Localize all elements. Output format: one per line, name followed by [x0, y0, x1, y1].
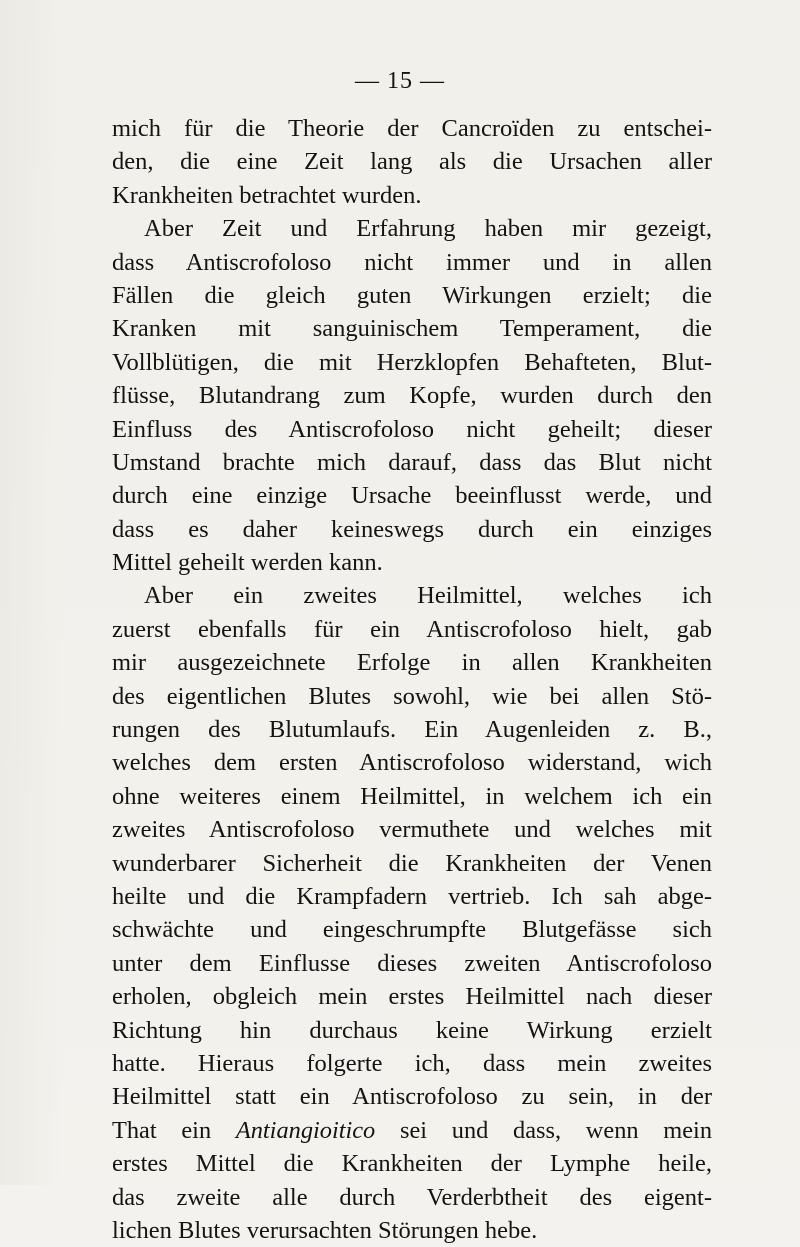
- text-line: erstes Mittel die Krankheiten der Lymphe heile,: [112, 1150, 712, 1178]
- text-line: Umstand brachte mich darauf, dass das Blut nicht: [112, 448, 712, 476]
- text-line: flüsse, Blutandrang zum Kopfe, wurden durch den: [112, 382, 712, 410]
- text-line: [112, 1114, 712, 1147]
- text-line: Vollblütigen, die mit Herzklopfen Behafteten, Blut-: [112, 348, 712, 376]
- text-line: durch eine einzige Ursache beeinflusst werde, und: [112, 482, 712, 510]
- text-line: welches dem ersten Antiscrofoloso widerstand, wich: [112, 749, 712, 777]
- text-line: Aber ein zweites Heilmittel, welches ich: [144, 582, 712, 610]
- text-line: das zweite alle durch Verderbtheit des eigent-: [112, 1183, 712, 1211]
- text-line: mir ausgezeichnete Erfolge in allen Krankheiten: [112, 649, 712, 677]
- text-line: dass Antiscrofoloso nicht immer und in allen: [112, 248, 712, 276]
- text-line: erholen, obgleich mein erstes Heilmittel nach dieser: [112, 983, 712, 1011]
- text-line: wunderbarer Sicherheit die Krankheiten der Venen: [112, 849, 712, 877]
- text-line: Krankheiten betrachtet wurden.: [112, 181, 422, 209]
- text-line: Richtung hin durchaus keine Wirkung erzielt: [112, 1016, 712, 1044]
- page-number: — 15 —: [355, 68, 445, 94]
- text-line: zuerst ebenfalls für ein Antiscrofoloso hielt, gab: [112, 615, 712, 643]
- text-line: rungen des Blutumlaufs. Ein Augenleiden z. B.,: [112, 716, 712, 744]
- text-segment: That ein: [112, 1116, 236, 1144]
- text-line: Einfluss des Antiscrofoloso nicht geheilt; dieser: [112, 415, 712, 443]
- text-line: unter dem Einflusse dieses zweiten Antiscrofoloso: [112, 949, 712, 977]
- text-line: lichen Blutes verursachten Störungen hebe.: [112, 1216, 538, 1244]
- text-line: dass es daher keineswegs durch ein einziges: [112, 515, 712, 543]
- text-line: ohne weiteres einem Heilmittel, in welchem ich ein: [112, 782, 712, 810]
- text-line: hatte. Hieraus folgerte ich, dass mein zweites: [112, 1049, 712, 1077]
- text-line: des eigentlichen Blutes sowohl, wie bei allen Stö-: [112, 682, 712, 710]
- text-line: schwächte und eingeschrumpfte Blutgefässe sich: [112, 916, 712, 944]
- text-line: Heilmittel statt ein Antiscrofoloso zu sein, in der: [112, 1083, 712, 1111]
- italic-term: Antiangioitico: [235, 1116, 376, 1144]
- text-line: den, die eine Zeit lang als die Ursachen aller: [112, 148, 712, 176]
- text-line: zweites Antiscrofoloso vermuthete und welches mit: [112, 816, 712, 844]
- body-text: [112, 112, 712, 1247]
- text-line: Fällen die gleich guten Wirkungen erzielt; die: [112, 281, 712, 309]
- text-line: heilte und die Krampfadern vertrieb. Ich sah abge-: [112, 882, 712, 910]
- text-line: Kranken mit sanguinischem Temperament, die: [112, 315, 712, 343]
- text-line: mich für die Theorie der Cancroïden zu entschei-: [112, 115, 712, 142]
- text-line: Mittel geheilt werden kann.: [112, 549, 383, 577]
- text-segment: sei und dass, wenn mein: [375, 1116, 713, 1144]
- text-line: Aber Zeit und Erfahrung haben mir gezeigt,: [144, 215, 712, 243]
